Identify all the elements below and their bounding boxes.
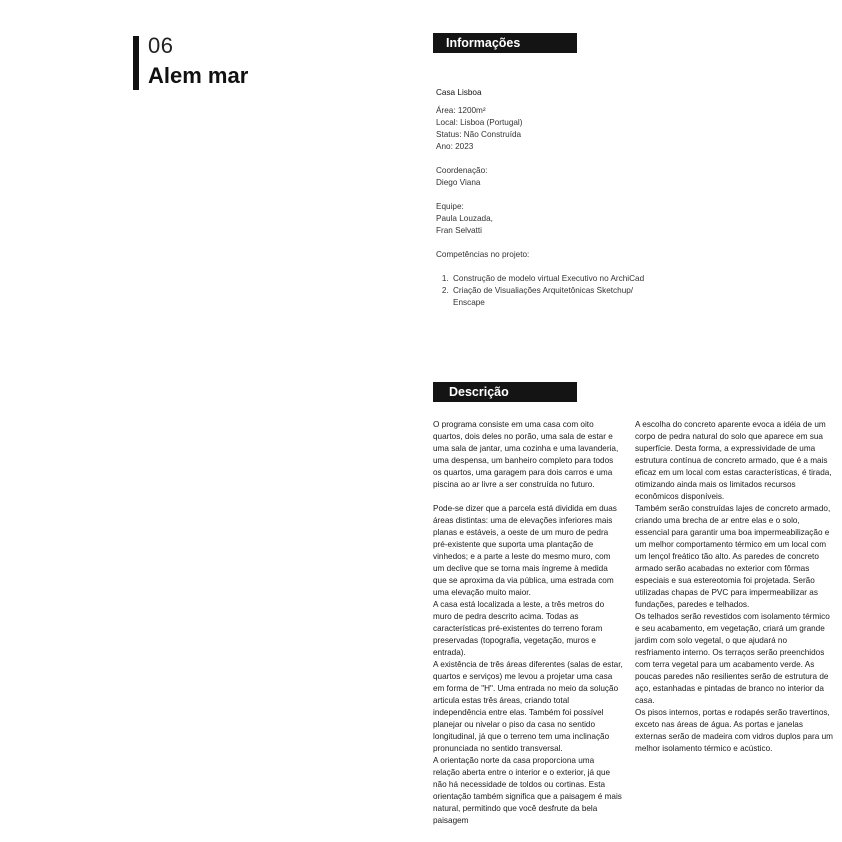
description-paragraph: A casa está localizada a leste, a três metros do muro de pedra descrito acima. Todas as características pré-existentes do terreno foram preservadas (topografia, vegetação, muros e entrada). <box>433 600 605 657</box>
description-paragraph: Os pisos internos, portas e rodapés serão travertinos, exceto nas áreas de água. As portas e janelas externas serão de madeira com vidros duplos para um melhor isolamento térmico e acústico. <box>635 708 833 753</box>
description-paragraph: A existência de três áreas diferentes (salas de estar, quartos e serviços) me levou a projetar uma casa em forma de "H". Uma entrada no meio da solução articula estas três áreas, criando total independência entre elas. Também foi possível planejar ou nivelar o piso da casa no sentido longitudinal, já que o terreno tem uma inclinação pronunciada no sentido transversal. <box>433 660 623 753</box>
project-details <box>436 105 666 153</box>
description-paragraph: O programa consiste em uma casa com oito quartos, dois deles no porão, uma sala de estar e uma sala de jantar, uma cozinha e uma lavanderia, uma despensa, um banheiro completo para todos os quartos, uma garagem para dois carros e uma piscina ao ar livre a ser construída no futuro. <box>433 420 619 489</box>
coordination-label: Coordenação: <box>436 166 488 175</box>
coordination-block <box>436 165 666 189</box>
description-paragraph: A escolha do concreto aparente evoca a idéia de um corpo de pedra natural do solo que aparece em sua superfície. Desta forma, a expressividade de uma estrutura contínua de concreto armado, que é a mais eficaz em um local com estas características, é tirada, otimizando ainda mais os limitados recursos econômicos disponíveis. <box>635 420 832 501</box>
coordinator-name: Diego Viana <box>436 178 481 187</box>
competencies-block <box>436 249 666 261</box>
project-location: Local: Lisboa (Portugal) <box>436 118 523 127</box>
competencies-list-block <box>436 273 646 309</box>
project-info <box>436 87 666 99</box>
competency-item: 1. Construção de modelo virtual Executivo no ArchiCad <box>451 273 646 285</box>
team-member: Paula Louzada, <box>436 214 493 223</box>
team-block <box>436 201 666 237</box>
description-paragraph: Também serão construídas lajes de concreto armado, criando uma brecha de ar entre elas e o solo, essencial para garantir uma boa impermeabilização e um melhor comportamento térmico em um local com um lençol freático tão alto. As paredes de concreto armado serão acabadas no exterior com fôrmas especiais e sua estereotomia foi projetada. Serão utilizadas chapas de PVC para impermeabilizar as fundações, paredes e telhados. <box>635 504 831 609</box>
title-accent-bar <box>133 36 139 90</box>
description-section-header: Descrição <box>433 382 577 402</box>
competencies-label: Competências no projeto: <box>436 250 530 259</box>
project-status: Status: Não Construída <box>436 130 522 139</box>
description-column-right <box>635 419 833 755</box>
description-column-left <box>433 419 623 827</box>
description-paragraph: Pode-se dizer que a parcela está dividida em duas áreas distintas: uma de elevações inferiores mais planas e estáveis, a oeste de um muro de pedra pré-existente que suporta uma plantação de vinhedos; e a parte a leste do mesmo muro, com um declive que se torna mais íngreme à medida que se aproxima da via pública, uma estrada com uma elevação muito maior. <box>433 504 617 597</box>
team-label: Equipe: <box>436 202 464 211</box>
project-year: Ano: 2023 <box>436 142 474 151</box>
competency-item: 2. Criação de Visualiações Arquitetônicas Sketchup/ Enscape <box>451 285 646 309</box>
info-section-header: Informações <box>433 33 577 53</box>
competencies-list <box>436 273 646 309</box>
project-area: Área: 1200m² <box>436 106 486 115</box>
project-title: Alem mar <box>148 63 249 88</box>
description-paragraph: Os telhados serão revestidos com isolamento térmico e seu acabamento, em vegetação, criará um grande jardim com solo vegetal, o que ajudará no resfriamento interno. Os terraços serão preenchidos com terra vegetal para um acabamento verde. As poucas paredes não resilientes serão de estrutura de aço, estanhadas e pintadas de branco no interior da casa. <box>635 612 830 705</box>
team-member: Fran Selvatti <box>436 226 482 235</box>
page-number: 06 <box>148 33 174 58</box>
project-name: Casa Lisboa <box>436 88 482 97</box>
description-paragraph: A orientação norte da casa proporciona uma relação aberta entre o interior e o exterior, já que não há necessidade de toldos ou cortinas. Esta orientação também significa que a paisagem é mais natural, permitindo que você desfrute da bela paisagem <box>433 756 622 825</box>
